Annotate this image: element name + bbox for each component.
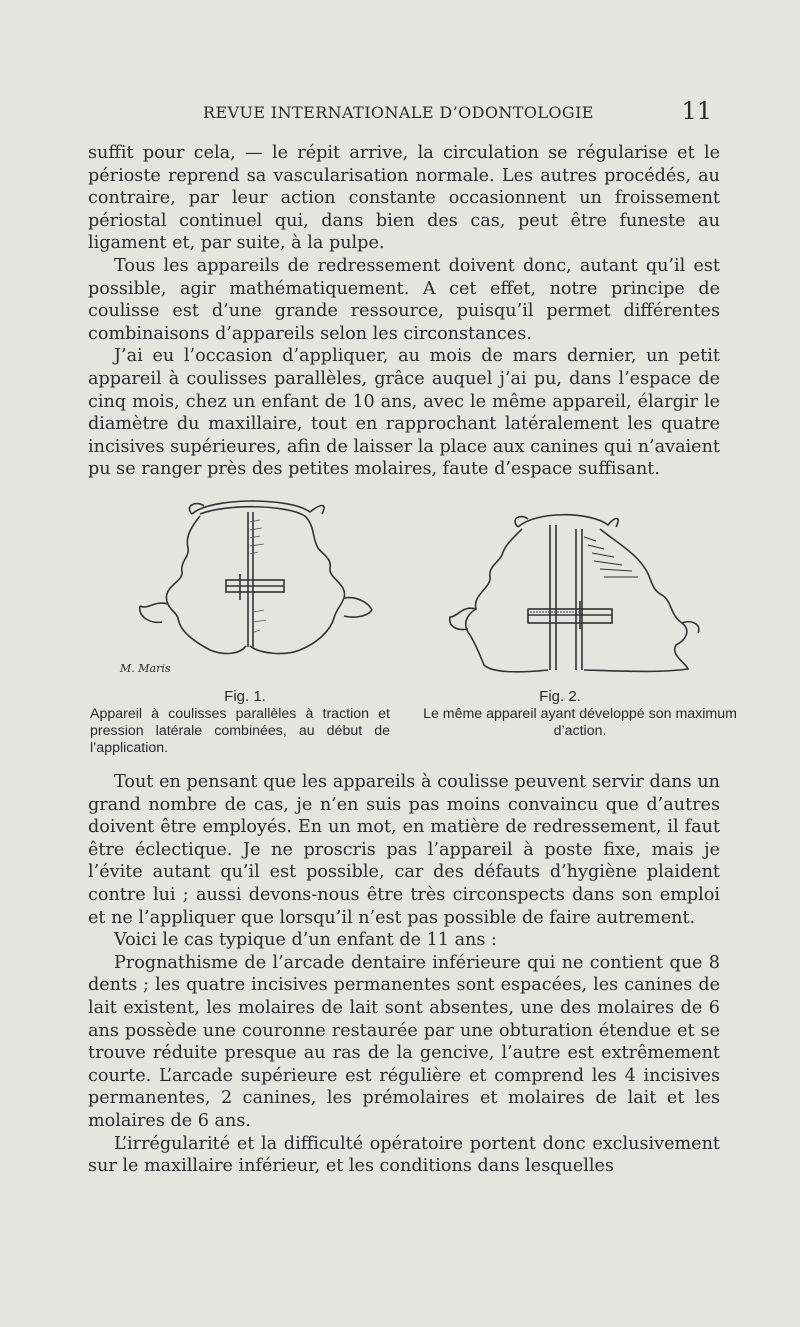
paragraph: L’irrégularité et la difficulté opératoire portent donc exclusivement sur le maxillaire inférieur, et les conditions dans lesquelles bbox=[88, 1133, 720, 1177]
figure-2-label: Fig. 2. bbox=[539, 688, 581, 705]
paragraph: Tout en pensant que les appareils à coulisse peuvent servir dans un grand nombre de cas, je n’en suis pas moins convaincu que d’autres doivent être employés. En un mot, en matière de redressement, il faut être éclectique. Je ne proscris pas l’appareil à poste fixe, mais je l’évite autant qu’il est possible, car des défauts d’hygiène plaident contre lui ; aussi devons-nous être très circonspects dans son emploi et ne l’appliquer que lorsqu’il n’est pas possible de faire autrement. bbox=[88, 772, 720, 928]
figure-2 bbox=[400, 505, 737, 755]
figure-1 bbox=[90, 492, 390, 762]
text-block-bottom bbox=[88, 771, 720, 1178]
figure-1-label: Fig. 1. bbox=[224, 688, 266, 705]
paragraph: Tous les appareils de redressement doivent donc, autant qu’il est possible, agir mathématiquement. A cet effet, notre principe de coulisse est d’une grande ressource, puisqu’il permet différentes combinaisons d’appareils selon les circonstances. bbox=[88, 255, 720, 344]
page-number: 11 bbox=[681, 97, 712, 125]
paragraph: Prognathisme de l’arcade dentaire inférieure qui ne contient que 8 dents ; les quatre incisives permanentes sont espacées, les canines de lait existent, les molaires de lait sont absentes, une des molaires de 6 ans possède une couronne restaurée par une obturation étendue et se trouve réduite presque au ras de la gencive, l’autre est extrêmement courte. L’arcade supérieure est régulière et comprend les 4 incisives permanentes, 2 canines, les prémolaires et molaires de lait et les molaires de 6 ans. bbox=[88, 952, 720, 1131]
text-block-top bbox=[88, 142, 720, 481]
figure-2-caption: Le même appareil ayant développé son maximum d’action. bbox=[423, 706, 737, 739]
engraver-signature: M. Maris bbox=[120, 662, 171, 675]
figure-1-caption: Appareil à coulisses parallèles à traction et pression latérale combinées, au début de l’application. bbox=[90, 706, 390, 756]
paragraph: Voici le cas typique d’un enfant de 11 ans : bbox=[114, 930, 497, 951]
paragraph: J’ai eu l’occasion d’appliquer, au mois de mars dernier, un petit appareil à coulisses parallèles, grâce auquel j’ai pu, dans l’espace de cinq mois, chez un enfant de 10 ans, avec le même appareil, élargir le diamètre du maxillaire, tout en rapprochant latéralement les quatre incisives supérieures, afin de laisser la place aux canines qui n’avaient pu se ranger près des petites molaires, faute d’espace suffisant. bbox=[88, 346, 720, 480]
paragraph: suffit pour cela, — le répit arrive, la circulation se régularise et le périoste reprend sa vascularisation normale. Les autres procédés, au contraire, par leur action constante occasionnent un froissement périostal continuel qui, dans bien des cas, peut être funeste au ligament et, par suite, à la pulpe. bbox=[88, 143, 720, 254]
figure-2-illustration bbox=[400, 505, 720, 690]
running-title: REVUE INTERNATIONALE D’ODONTOLOGIE bbox=[203, 103, 594, 122]
running-header bbox=[88, 97, 712, 129]
